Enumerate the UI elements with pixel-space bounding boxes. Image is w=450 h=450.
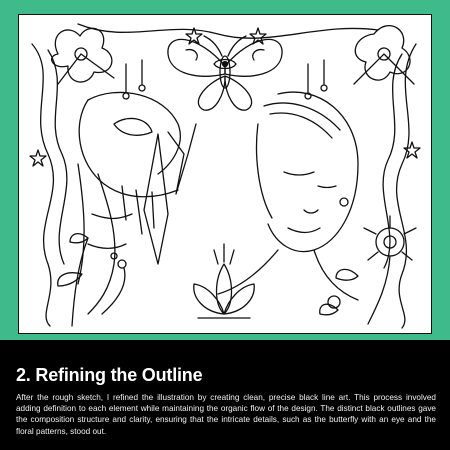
bottom-right-flower (320, 216, 416, 324)
woman-portrait (218, 92, 358, 300)
snake-head (78, 92, 196, 314)
line-art-illustration (18, 14, 432, 334)
section-heading: 2. Refining the Outline (16, 365, 203, 385)
left-vine-inner (48, 50, 67, 264)
butterfly-with-eye (168, 36, 282, 110)
section-description: After the rough sketch, I refined the illustration by creating clean, precise black line art. This process involved adding definition to each element while maintaining the organic flow of the design. The distinct black outlines gave the composition structure and clarity, ensuring that the intricate details, such as the butterfly with an eye and the floral patterns, stood out. (16, 393, 436, 436)
top-right-flower (354, 26, 414, 84)
caption-panel (0, 340, 450, 450)
top-vine (78, 24, 378, 38)
right-vine (397, 44, 416, 328)
top-left-flower (52, 28, 114, 84)
left-vine (32, 44, 53, 326)
illustration-drawing (18, 14, 432, 334)
decorative-stars (30, 28, 420, 166)
